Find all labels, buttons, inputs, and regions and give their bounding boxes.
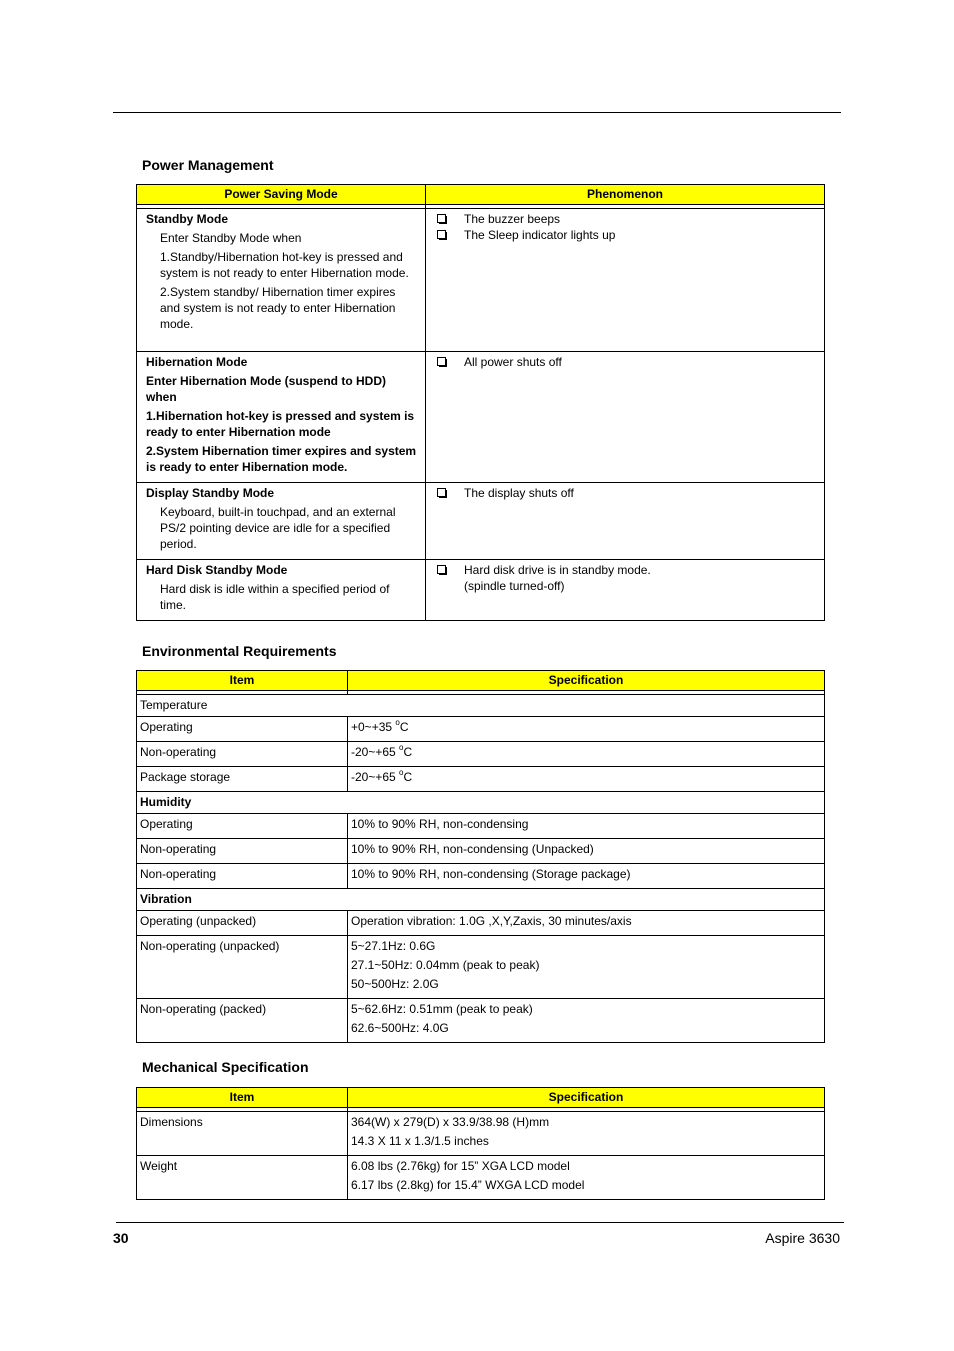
table-row: Non-operating (packed) 5~62.6Hz: 0.51mm (peak to peak) 62.6~500Hz: 4.0G <box>137 999 825 1043</box>
page-number: 30 <box>113 1230 129 1246</box>
mode-line: 1.Standby/Hibernation hot-key is pressed and system is not ready to enter Hibernation mode. <box>160 250 409 280</box>
mode-line: 2.System standby/ Hibernation timer expires and system is not ready to enter Hibernation mode. <box>160 285 396 331</box>
mode-line: 2.System Hibernation timer expires and system is ready to enter Hibernation mode. <box>146 444 417 474</box>
table-row <box>137 695 825 717</box>
header-item: Item <box>137 671 348 691</box>
power-management-title: Power Management <box>142 157 274 173</box>
power-management-table <box>136 184 825 621</box>
header-phenomenon: Phenomenon <box>426 185 825 205</box>
mode-title: Display Standby Mode <box>146 486 275 500</box>
mode-line: Hard disk is idle within a specified period of time. <box>160 582 390 612</box>
list-item: The display shuts off <box>434 485 816 501</box>
mode-title: Hard Disk Standby Mode <box>146 563 288 577</box>
mode-line: Enter Standby Mode when <box>160 231 302 245</box>
table-row: Operating (unpacked) Operation vibration: 1.0G ,X,Y,Zaxis, 30 minutes/axis <box>137 911 825 936</box>
table-row: Non-operating -20~+65 $^o$C <box>137 742 825 767</box>
table-row: Non-operating 10% to 90% RH, non-condensing (Unpacked) <box>137 839 825 864</box>
humidity-label: Humidity <box>137 792 825 814</box>
mode-title: Hibernation Mode <box>146 355 248 369</box>
table-row: Operating +0~+35 $^o$C <box>137 717 825 742</box>
temperature-label: Temperature <box>137 695 825 717</box>
table-row <box>137 352 825 483</box>
vibration-label: Vibration <box>137 889 825 911</box>
model-name: Aspire 3630 <box>765 1230 840 1246</box>
mechanical-title: Mechanical Specification <box>142 1059 309 1075</box>
table-row <box>137 560 825 621</box>
checkbox-bullet-icon <box>436 230 448 240</box>
mode-line: 1.Hibernation hot-key is pressed and system is ready to enter Hibernation mode <box>146 409 415 439</box>
mode-line: Keyboard, built-in touchpad, and an external PS/2 pointing device are idle for a specified period. <box>160 505 396 551</box>
table-row <box>137 209 825 352</box>
header-specification: Specification <box>348 1088 825 1108</box>
mode-line: Enter Hibernation Mode (suspend to HDD) when <box>146 374 386 404</box>
table-row <box>137 792 825 814</box>
table-row: Package storage -20~+65 $^o$C <box>137 767 825 792</box>
table-row: Operating 10% to 90% RH, non-condensing <box>137 814 825 839</box>
header-item: Item <box>137 1088 348 1108</box>
table-row <box>137 483 825 560</box>
table-row: Weight 6.08 lbs (2.76kg) for 15” XGA LCD model 6.17 lbs (2.8kg) for 15.4” WXGA LCD model <box>137 1156 825 1200</box>
top-rule <box>113 112 841 113</box>
checkbox-bullet-icon <box>436 357 448 367</box>
environmental-title: Environmental Requirements <box>142 643 337 659</box>
table-row: Non-operating 10% to 90% RH, non-condensing (Storage package) <box>137 864 825 889</box>
table-row <box>137 889 825 911</box>
list-item: All power shuts off <box>434 354 816 370</box>
environmental-table <box>136 670 825 1043</box>
list-item: The buzzer beeps <box>434 211 816 227</box>
header-specification: Specification <box>348 671 825 691</box>
mode-title: Standby Mode <box>146 212 229 226</box>
table-row: Non-operating (unpacked) 5~27.1Hz: 0.6G 27.1~50Hz: 0.04mm (peak to peak) 50~500Hz: 2.0G <box>137 936 825 999</box>
list-item: Hard disk drive is in standby mode. (spindle turned-off) <box>434 562 816 594</box>
checkbox-bullet-icon <box>436 214 448 224</box>
checkbox-bullet-icon <box>436 488 448 498</box>
checkbox-bullet-icon <box>436 565 448 575</box>
list-item: The Sleep indicator lights up <box>434 227 816 243</box>
footer-rule <box>116 1222 844 1223</box>
mechanical-table <box>136 1087 825 1200</box>
header-power-saving-mode: Power Saving Mode <box>137 185 426 205</box>
table-row: Dimensions 364(W) x 279(D) x 33.9/38.98 (H)mm 14.3 X 11 x 1.3/1.5 inches <box>137 1112 825 1156</box>
